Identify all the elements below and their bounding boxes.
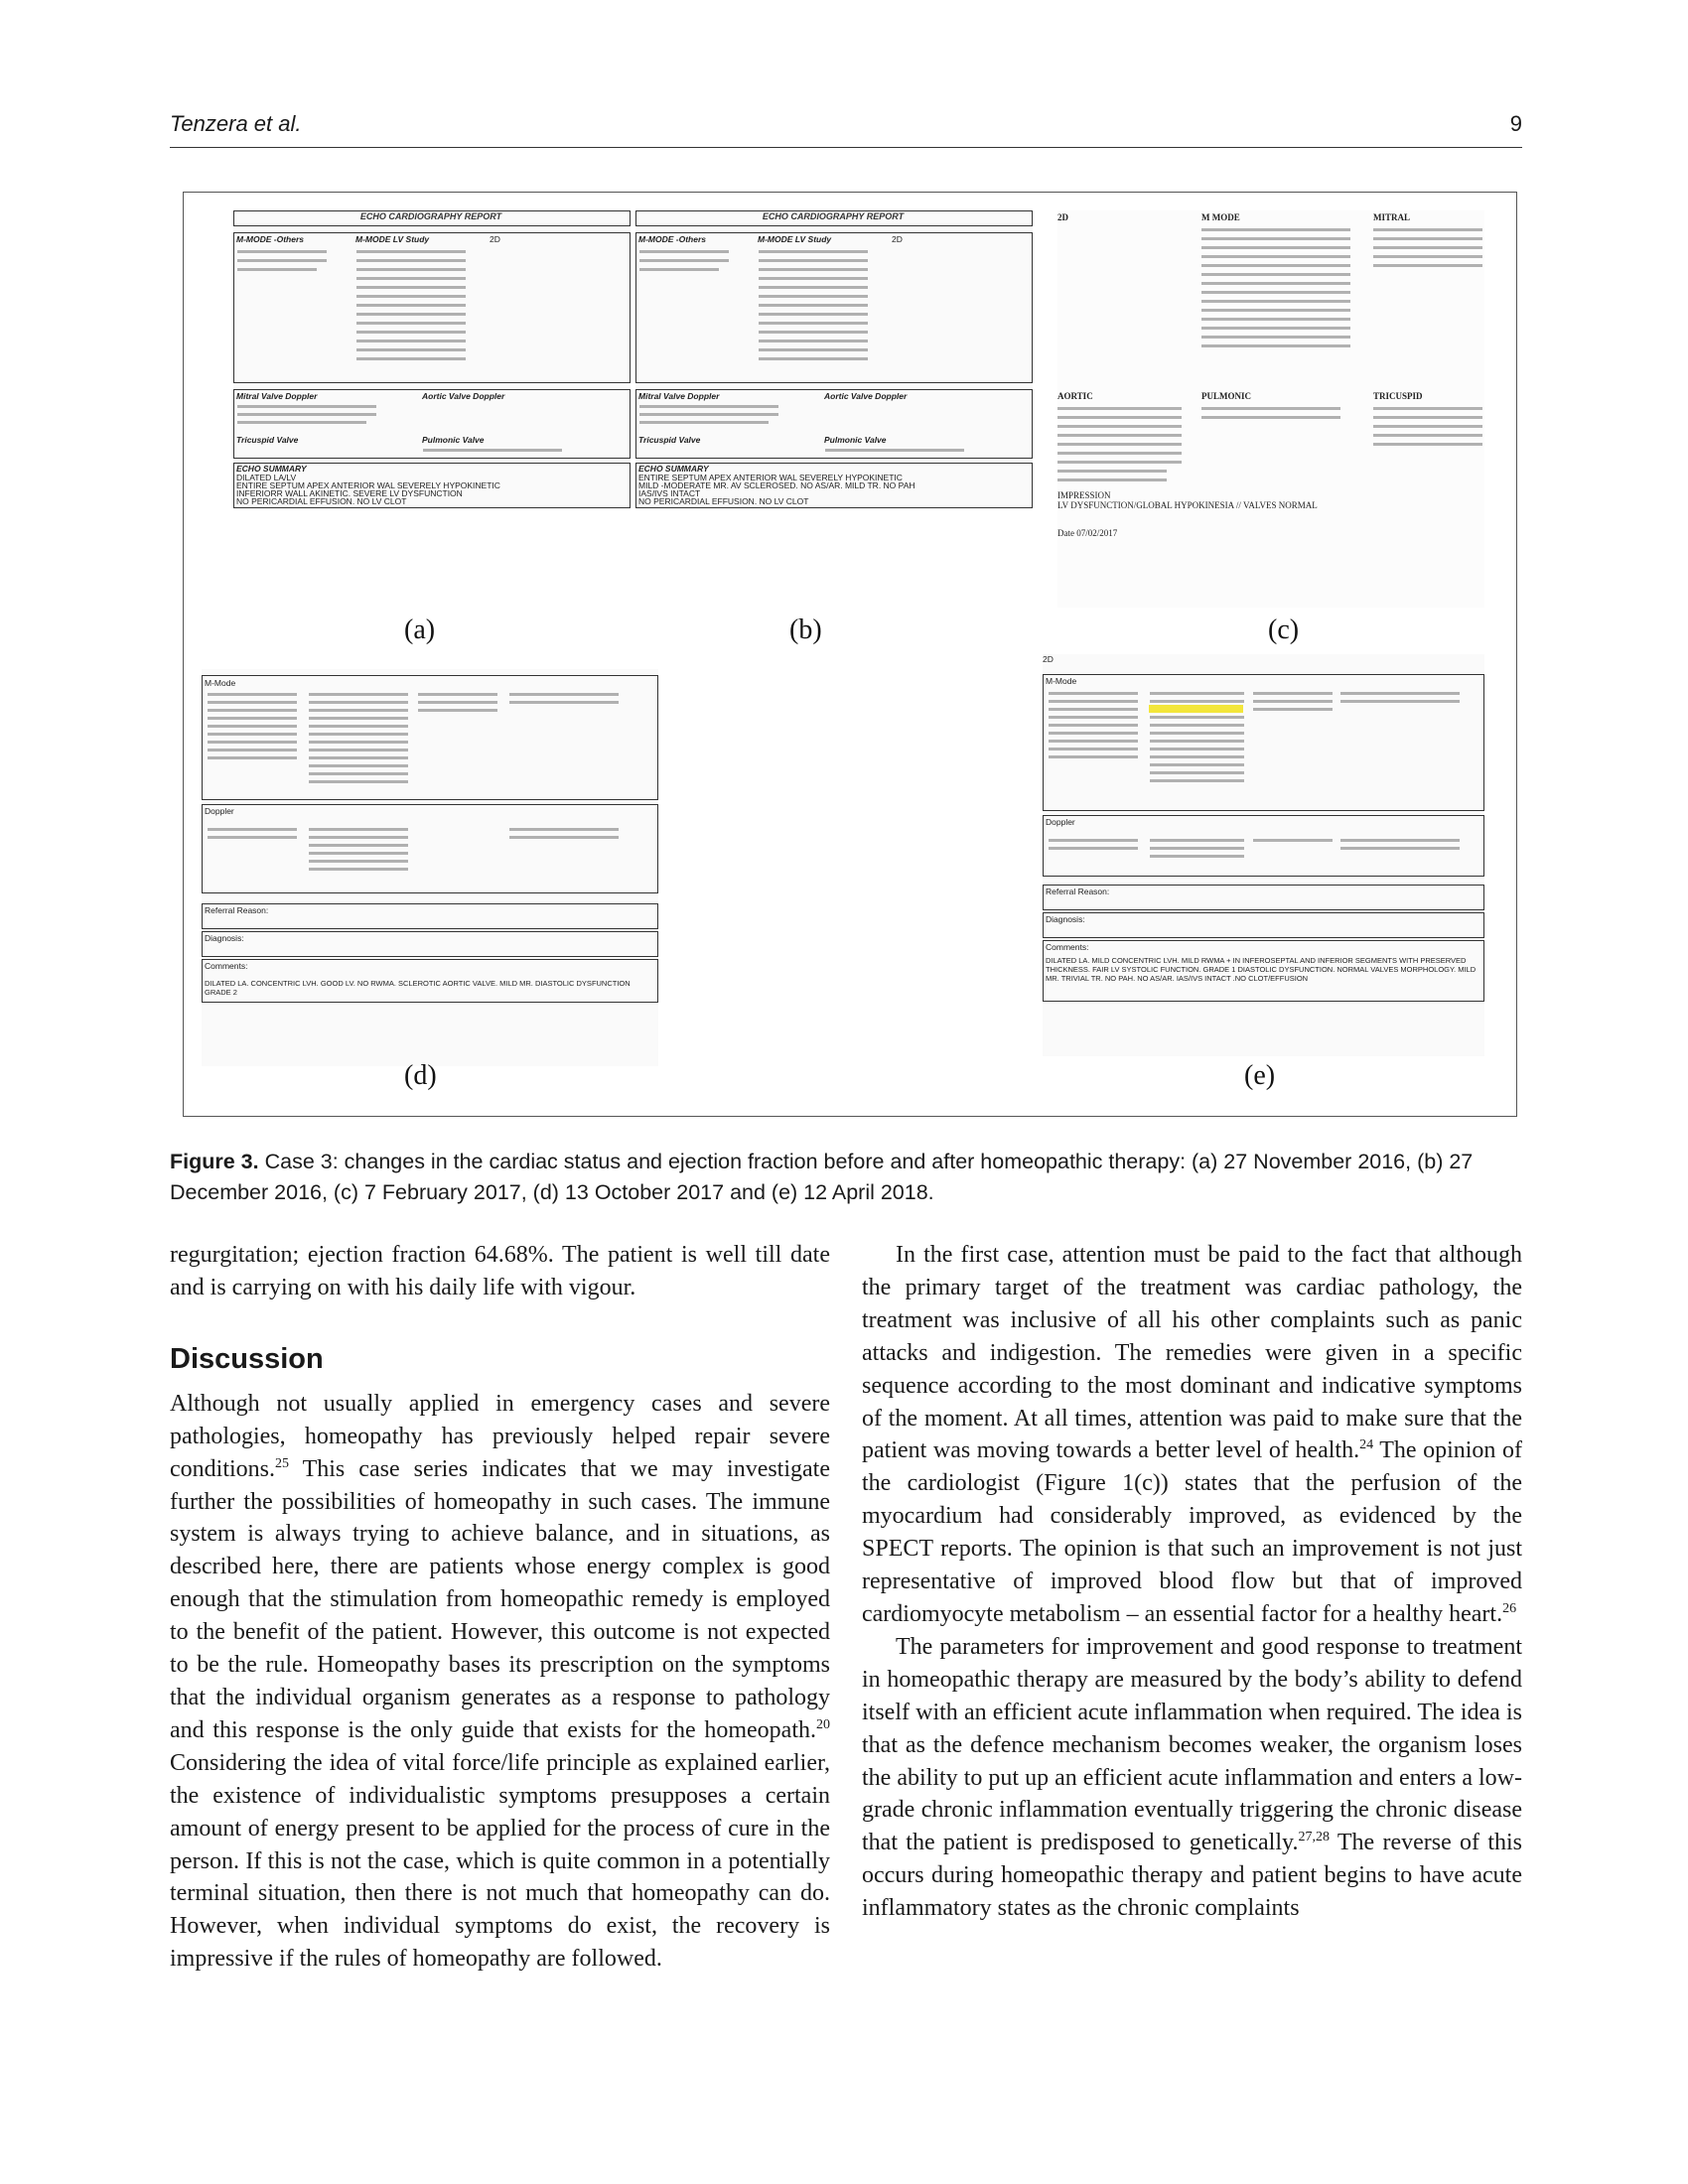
- diagnosis-label: Diagnosis:: [1046, 914, 1085, 924]
- paragraph: In the first case, attention must be paid to the fact that although the primary target of the treatment was cardiac pathology, the treatment was inclusive of all his other complaints such as panic attacks and indigestion. The remedies were given in a specific sequence according to the most dominant and indicative symptoms of the moment. At all times, attention was paid to make sure that the patient was moving towards a better level of health.$^{24}$ The opinion of the cardiologist (Figure 1(c)) states that the perfusion of the myocardium had considerably improved, as evidenced by the SPECT reports. The opinion is that such an improvement is not just representative of improved blood flow but that of improved cardiomyocyte metabolism – an essential factor for a healthy heart.$^{26}$: [862, 1242, 1522, 1627]
- panel-label-b: (b): [789, 614, 822, 645]
- right-column: [862, 1239, 1522, 1925]
- tricuspid-label: TRICUSPID: [1373, 391, 1423, 401]
- echo-summary-title: ECHO SUMMARY: [236, 464, 307, 474]
- mmode-others-label: M-MODE -Others: [236, 234, 304, 244]
- mitral-doppler-label: Mitral Valve Doppler: [236, 391, 318, 401]
- summary-line: ENTIRE SEPTUM APEX ANTERIOR WAL SEVERELY HYPOKINETIC: [638, 473, 903, 482]
- echo-summary-title: ECHO SUMMARY: [638, 464, 709, 474]
- mmode-others-label: M-MODE -Others: [638, 234, 706, 244]
- tricuspid-label: Tricuspid Valve: [638, 435, 701, 445]
- figure-3: [183, 192, 1517, 1117]
- summary-line: NO PERICARDIAL EFFUSION. NO LV CLOT: [638, 496, 809, 506]
- page-number: 9: [1509, 111, 1522, 136]
- comments-text: DILATED LA. MILD CONCENTRIC LVH. MILD RWMA + IN INFEROSEPTAL AND INFERIOR SEGMENTS WITH PRESERVED THICKNESS. FAIR LV SYSTOLIC FUNCTION. GRADE 1 DIASTOLIC DYSFUNCTION. NORMAL VALVES MORPHOLOGY. MILD MR. TRIVIAL TR. NO PAH. NO AS/AR. IAS/IVS INTACT .NO CLOT/EFFUSION: [1046, 956, 1477, 983]
- twod-label: 2D: [490, 234, 500, 244]
- pulmonic-label: Pulmonic Valve: [824, 435, 887, 445]
- diagnosis-label: Diagnosis:: [205, 933, 244, 943]
- summary-line: INFERIORR WALL AKINETIC. SEVERE LV DYSFUNCTION: [236, 488, 463, 498]
- panel-label-a: (a): [404, 614, 436, 645]
- left-column: [170, 1239, 830, 1976]
- summary-line: DILATED LA/LV: [236, 473, 297, 482]
- panel-a: [233, 210, 631, 508]
- tricuspid-label: Tricuspid Valve: [236, 435, 299, 445]
- doppler-label: Doppler: [1046, 817, 1075, 827]
- aortic-label: AORTIC: [1057, 391, 1093, 401]
- aortic-doppler-label: Aortic Valve Doppler: [422, 391, 505, 401]
- mmode-lv-label: M-MODE LV Study: [758, 234, 832, 244]
- panel-d: [202, 669, 658, 1066]
- mmode-lv-label: M-MODE LV Study: [355, 234, 430, 244]
- panel-label-c: (c): [1268, 614, 1300, 645]
- twod-label: 2D: [1043, 654, 1054, 664]
- referral-reason-label: Referral Reason:: [1046, 887, 1110, 896]
- caption-text: Case 3: changes in the cardiac status and ejection fraction before and after homeopathic therapy: (a) 27 November 2016, (b) 27 December 2016, (c) 7 February 2017, (d) 13 October 2017 and (e) 12 April 2018.: [170, 1150, 1474, 1204]
- pulmonic-label: PULMONIC: [1201, 391, 1251, 401]
- summary-line: MILD -MODERATE MR. AV SCLEROSED. NO AS/AR. MILD TR. NO PAH: [638, 480, 915, 490]
- mmode-label: M-Mode: [205, 678, 236, 688]
- impression-text: LV DYSFUNCTION/GLOBAL HYPOKINESIA // VALVES NORMAL: [1057, 500, 1318, 510]
- ef-highlight: [1149, 705, 1243, 713]
- doppler-label: Doppler: [205, 806, 234, 816]
- report-title: ECHO CARDIOGRAPHY REPORT: [762, 211, 905, 221]
- panel-label-e: (e): [1244, 1060, 1276, 1091]
- report-date: Date 07/02/2017: [1057, 528, 1118, 538]
- mmode-label: M-Mode: [1046, 676, 1077, 686]
- section-heading: Discussion: [170, 1342, 324, 1375]
- paragraph: regurgitation; ejection fraction 64.68%. The patient is well till date and is carrying on with his daily life with vigour.: [170, 1242, 830, 1300]
- citation: 26: [1502, 1600, 1517, 1616]
- twod-label: 2D: [892, 234, 903, 244]
- header-authors: Tenzera et al.: [170, 111, 302, 136]
- impression-title: IMPRESSION: [1057, 490, 1111, 500]
- citation: 27,28: [1298, 1830, 1330, 1845]
- comments-label: Comments:: [205, 961, 248, 971]
- figure-caption: [170, 1147, 1522, 1208]
- running-header: [170, 107, 1522, 148]
- summary-line: NO PERICARDIAL EFFUSION. NO LV CLOT: [236, 496, 407, 506]
- caption-label: Figure 3.: [170, 1150, 259, 1173]
- mitral-doppler-label: Mitral Valve Doppler: [638, 391, 720, 401]
- citation: 25: [275, 1455, 289, 1471]
- panel-b: [635, 210, 1033, 508]
- mmode-box: [233, 232, 631, 383]
- report-title: ECHO CARDIOGRAPHY REPORT: [359, 211, 502, 221]
- comments-text: DILATED LA. CONCENTRIC LVH. GOOD LV. NO RWMA. SCLEROTIC AORTIC VALVE. MILD MR. DIASTOLIC DYSFUNCTION GRADE 2: [205, 979, 631, 997]
- paragraph: Although not usually applied in emergency cases and severe pathologies, homeopathy has previously helped repair severe conditions.$^{25}$ This case series indicates that we may investigate further the possibilities of homeopathy in such cases. The immune system is always trying to achieve balance, and in situations, as described here, there are patients whose energy complex is good enough that the stimulation from homeopathic remedy is employed to the benefit of the patient. However, this outcome is not expected to be the rule. Homeopathy bases its prescription on the symptoms that the individual organism generates as a response to pathology and this response is the only guide that exists for the homeopath.$^{20}$ Considering the idea of vital force/life principle as explained earlier, the existence of individualistic symptoms presupposes a certain amount of energy present to be applied for the process of cure in the person. If this is not the case, which is quite common in a potentially terminal situation, then there is not much that homeopathy can do. However, when individual symptoms do exist, the recovery is impressive if the rules of homeopathy are followed.: [170, 1390, 830, 1973]
- pulmonic-label: Pulmonic Valve: [422, 435, 485, 445]
- mitral-label: MITRAL: [1373, 212, 1411, 222]
- aortic-doppler-label: Aortic Valve Doppler: [824, 391, 908, 401]
- panel-e: [1043, 654, 1484, 1056]
- referral-reason-label: Referral Reason:: [205, 905, 269, 915]
- mmode-label: M MODE: [1201, 212, 1240, 222]
- summary-line: IAS/IVS INTACT: [638, 488, 701, 498]
- comments-label: Comments:: [1046, 942, 1089, 952]
- panel-label-d: (d): [404, 1060, 437, 1091]
- paragraph: The parameters for improvement and good response to treatment in homeopathic therapy are measured by the body’s ability to defend itself with an efficient acute inflammation when required. The idea is that as the defence mechanism becomes weaker, the organism loses the ability to put up an efficient acute inflammation and enters a low-grade chronic inflammation eventually triggering the chronic disease that the patient is predisposed to genetically.$^{27,28}$ The reverse of this occurs during homeopathic therapy and patient begins to have acute inflammatory states as the chronic complaints: [862, 1633, 1522, 1922]
- citation: 20: [816, 1716, 830, 1732]
- citation: 24: [1359, 1437, 1374, 1453]
- summary-line: ENTIRE SEPTUM APEX ANTERIOR WAL SEVERELY HYPOKINETIC: [236, 480, 500, 490]
- twod-label: 2D: [1057, 212, 1068, 222]
- panel-c: [1057, 210, 1484, 608]
